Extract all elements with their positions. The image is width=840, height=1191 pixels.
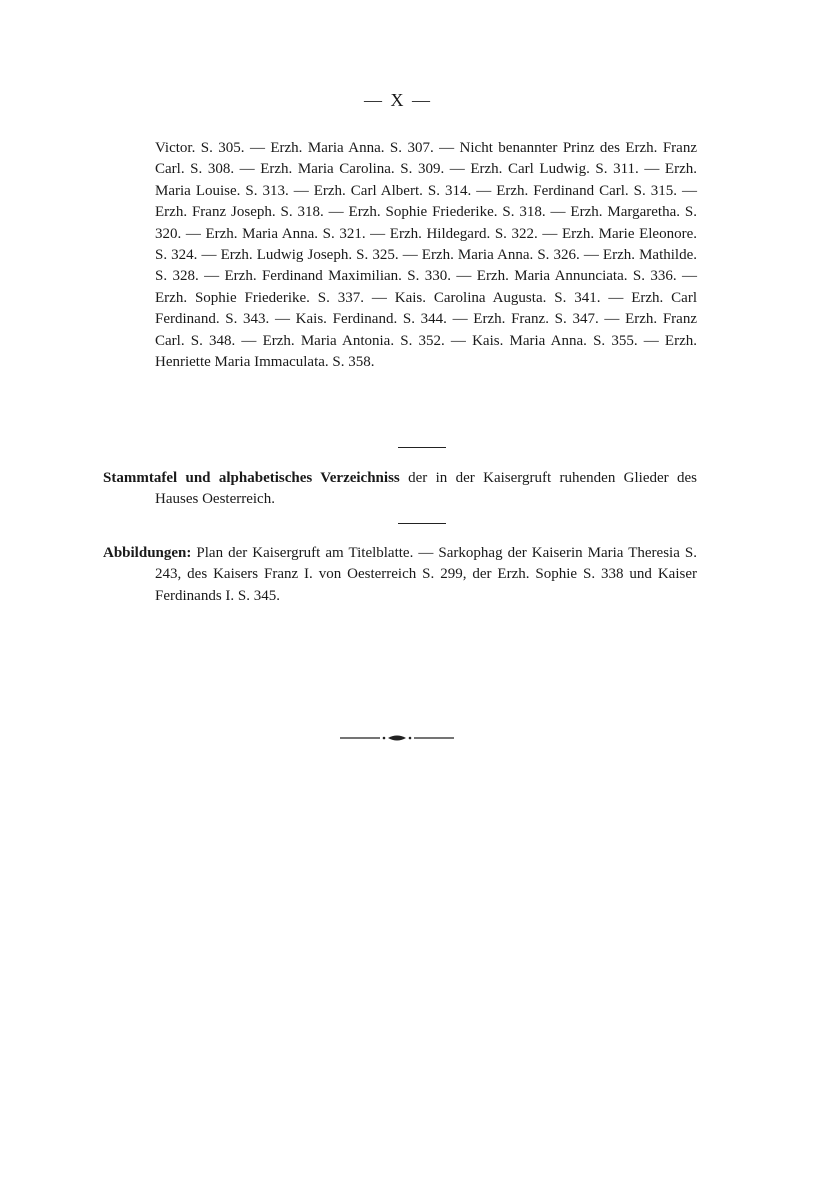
stammtafel-entry bbox=[103, 468, 697, 511]
page-number: — X — bbox=[364, 90, 432, 110]
stammtafel-paragraph bbox=[103, 468, 697, 511]
stammtafel-text: der in der Kaisergruft ruhenden Glieder des Hauses Oesterreich. bbox=[155, 470, 698, 508]
abbildungen-paragraph bbox=[103, 543, 697, 607]
abbildungen-heading: Abbildungen: bbox=[103, 545, 192, 561]
section-divider bbox=[398, 447, 446, 448]
continuation-paragraph bbox=[103, 138, 697, 373]
abbildungen-entry bbox=[103, 543, 697, 607]
section-divider bbox=[398, 523, 446, 524]
continuation-text: Victor. S. 305. — Erzh. Maria Anna. S. 307. — Nicht benannter Prinz des Erzh. Franz Carl. S. 308. — Erzh. Maria Carolina. S. 309. — Erzh. Carl Ludwig. S. 311. — Erzh. Maria Louise. S. 313. — Erzh. Carl Albert. S. 314. — Erzh. Ferdinand Carl. S. 315. — Erzh. Franz Joseph. S. 318. — Erzh. Sophie Friederike. S. 318. — Erzh. Margaretha. S. 320. — Erzh. Maria Anna. S. 321. — Erzh. Hildegard. S. 322. — Erzh. Marie Eleonore. S. 324. — Erzh. Ludwig Joseph. S. 325. — Erzh. Maria Anna. S. 326. — Erzh. Mathilde. S. 328. — Erzh. Ferdinand Maximilian. S. 330. — Erzh. Maria Annunciata. S. 336. — Erzh. Sophie Friederike. S. 337. — Kais. Carolina Augusta. S. 341. — Erzh. Carl Ferdinand. S. 343. — Kais. Ferdinand. S. 344. — Erzh. Franz. S. 347. — Erzh. Franz Carl. S. 348. — Erzh. Maria Antonia. S. 352. — Kais. Maria Anna. S. 355. — Erzh. Henriette Maria Immaculata. S. 358. bbox=[155, 140, 697, 371]
end-ornament bbox=[340, 732, 454, 744]
stammtafel-heading: Stammtafel und alphabetisches Verzeichniss bbox=[103, 470, 400, 486]
abbildungen-text: Plan der Kaisergruft am Titelblatte. — Sarkophag der Kaiserin Maria Theresia S. 243, des Kaisers Franz I. von Oesterreich S. 299, der Erzh. Sophie S. 338 und Kaiser Ferdinands I. S. 345. bbox=[155, 545, 697, 604]
